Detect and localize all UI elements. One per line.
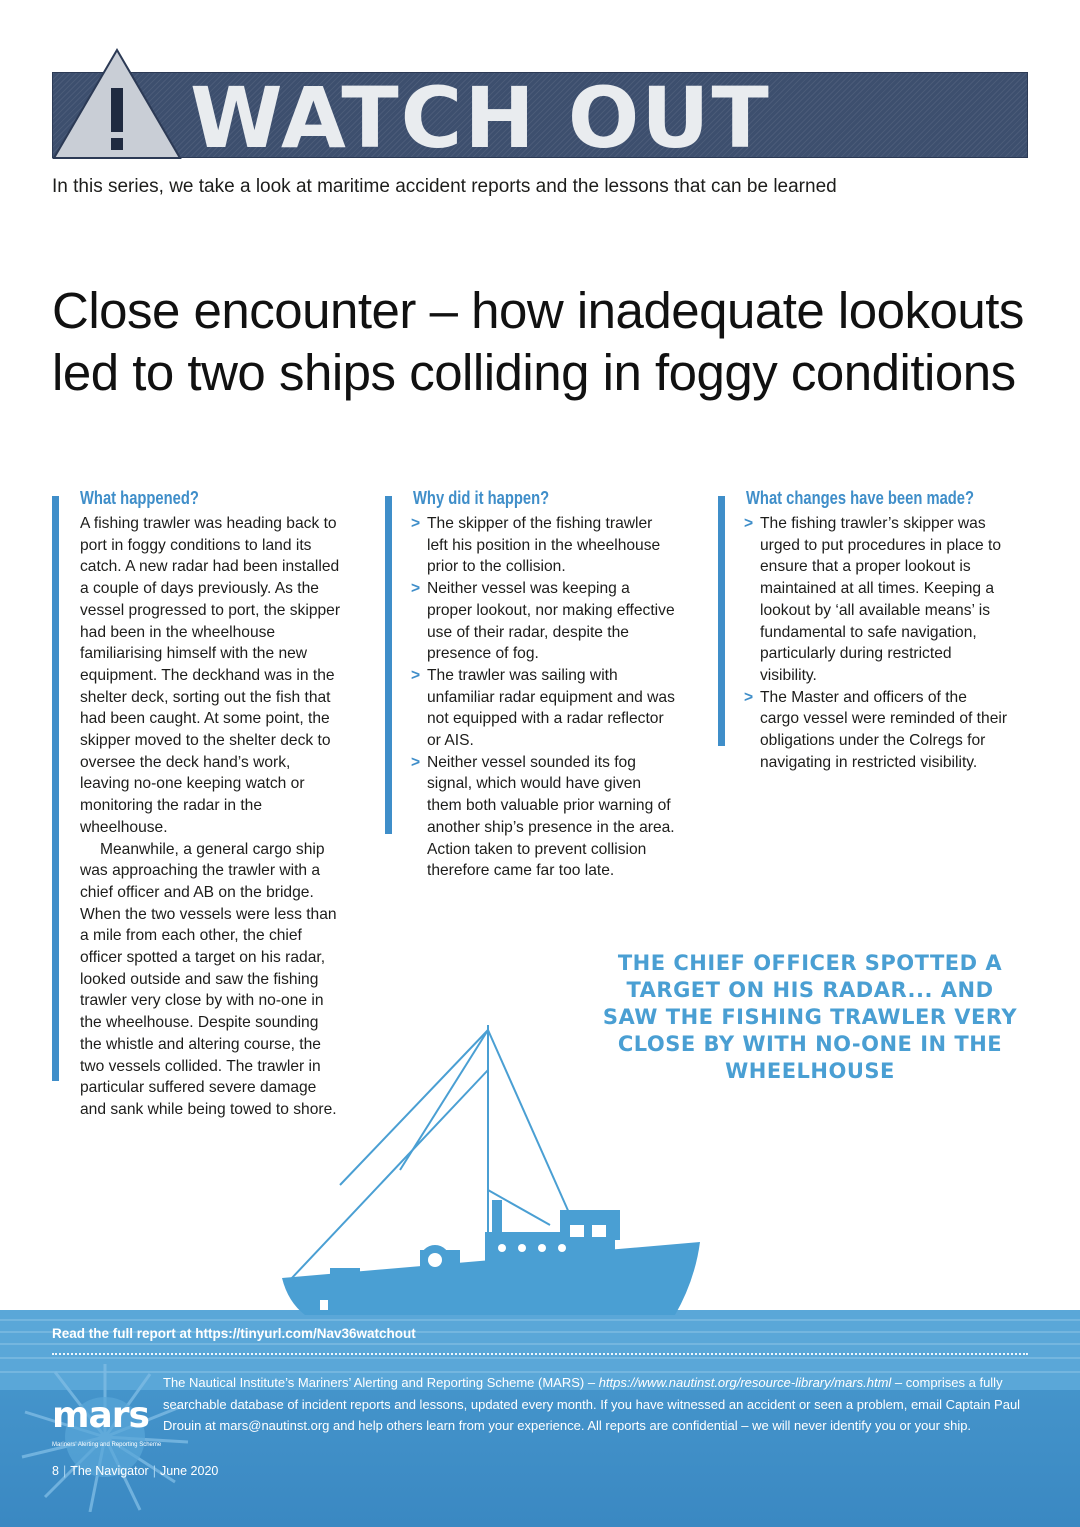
arrow-icon: > — [411, 666, 421, 684]
issue-date: June 2020 — [159, 1464, 219, 1478]
column-why — [385, 488, 675, 882]
page-number: 8 — [52, 1464, 59, 1478]
mars-description: The Nautical Institute’s Mariners’ Alerting and Reporting Scheme (MARS) – https://www.nautinst.org/resource-library/mars.html – comprises a fully searchable database of incident reports and lessons, updated every month. If you have witnessed an accident or seen a problem, email Captain Paul Drouin at mars@nautinst.org and help others learn from your experience. All reports are confidential – we will never identify you or your ship. — [163, 1375, 1021, 1433]
column-accent-bar — [718, 496, 725, 746]
paragraph: A fishing trawler was heading back to port in foggy conditions to land its catch. A new radar had been installed a couple of days previously. As the vessel progressed to port, the skipper had been in the wheelhouse familiarising himself with the new equipment. The deckhand was in the shelter deck, sorting out the fish that had been caught. At some point, the skipper moved to the shelter deck to oversee the deck hand’s work, leaving no-one keeping watch or monitoring the radar in the wheelhouse. — [80, 515, 341, 836]
banner-title: WATCH OUT — [190, 69, 771, 167]
section-heading: Why did it happen? — [413, 488, 550, 508]
list-item: > The skipper of the fishing trawler left his position in the wheelhouse prior to the collision. — [411, 515, 661, 576]
arrow-icon: > — [411, 753, 421, 771]
list-item: > Neither vessel sounded its fog signal, which would have given them both valuable prior warning of another ship’s presence in the area. Action taken to prevent collision therefore came far too late. — [411, 753, 675, 880]
arrow-icon: > — [744, 515, 754, 532]
article-headline: Close encounter – how inadequate lookouts led to two ships colliding in foggy conditions — [52, 282, 1024, 401]
list-item: > Neither vessel was keeping a proper lookout, nor making effective use of their radar, despite the presence of fog. — [411, 580, 675, 663]
pull-quote: THE CHIEF OFFICER SPOTTED A TARGET ON HIS RADAR... AND SAW THE FISHING TRAWLER VERY CLOSE BY WITH NO-ONE IN THE WHEELHOUSE — [602, 951, 1018, 1083]
paragraph: Meanwhile, a general cargo ship was approaching the trawler with a chief officer and AB on the bridge. When the two vessels were less than a mile from each other, the chief officer spotted a target on his radar, looked outside and saw the fishing trawler very close by with no-one in the wheelhouse. Despite sounding the whistle and altering course, the two vessels collided. The trawler in particular suffered severe damage and sank while being towed to shore. — [80, 840, 337, 1118]
arrow-icon: > — [411, 515, 421, 532]
mars-logo-tagline: Mariners' Alerting and Reporting Scheme — [52, 1442, 162, 1448]
bullet-list — [718, 513, 1008, 773]
section-heading: What happened? — [80, 488, 199, 508]
list-item: > The Master and officers of the cargo vessel were reminded of their obligations under the Colregs for navigating in restricted visibility. — [744, 688, 1008, 771]
full-report-link[interactable]: Read the full report at https://tinyurl.com/Nav36watchout — [52, 1326, 416, 1341]
column-accent-bar — [52, 496, 59, 1081]
mars-logo: mars — [52, 1395, 149, 1436]
page-footer: 8 | The Navigator | June 2020 — [52, 1464, 219, 1478]
column-changes — [718, 488, 1008, 773]
fishing-trawler-illustration — [270, 1010, 740, 1330]
publication-name: The Navigator — [70, 1464, 149, 1478]
warning-triangle-icon — [52, 48, 182, 160]
divider — [52, 1353, 1028, 1355]
list-item: > The fishing trawler’s skipper was urged to put procedures in place to ensure that a proper lookout is maintained at all times. Keeping a lookout by ‘all available means’ is fundamental to safe navigation, particularly during restricted visibility. — [744, 515, 1001, 684]
column-accent-bar — [385, 496, 392, 834]
list-item: > The trawler was sailing with unfamiliar radar equipment and was not equipped with a radar reflector or AIS. — [411, 666, 675, 750]
series-subtitle: In this series, we take a look at maritime accident reports and the lessons that can be learned — [52, 176, 837, 197]
bullet-list — [385, 513, 675, 882]
arrow-icon: > — [411, 580, 421, 598]
section-heading: What changes have been made? — [746, 488, 975, 508]
mars-url-link[interactable]: https://www.nautinst.org/resource-library/mars.html — [598, 1375, 892, 1390]
arrow-icon: > — [744, 688, 754, 706]
